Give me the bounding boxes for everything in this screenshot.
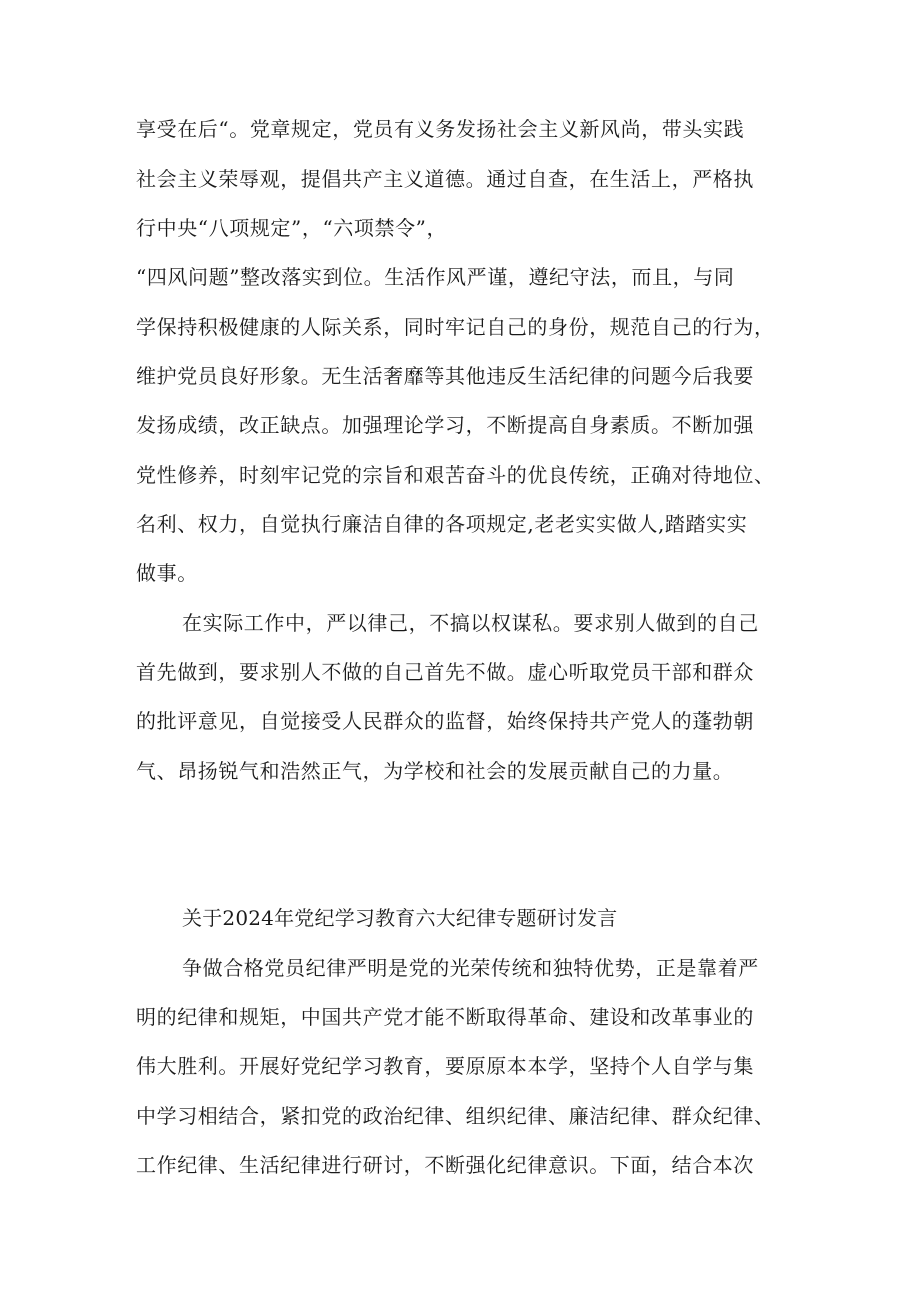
- paragraph-line: 学保持积极健康的人际关系，同时牢记自己的身份，规范自己的行为，: [136, 315, 775, 339]
- paragraph-line: 行中央“八项规定”，“六项禁令”，: [136, 216, 448, 240]
- paragraph-line: 享受在后“。党章规定，党员有义务发扬社会主义新风尚，带头实践: [136, 117, 745, 141]
- section-title: 关于2024年党纪学习教育六大纪律专题研讨发言: [182, 906, 618, 930]
- paragraph-line: 在实际工作中，严以律己，不搞以权谋私。要求别人做到的自己: [182, 611, 759, 635]
- paragraph-line: 工作纪律、生活纪律进行研讨，不断强化纪律意识。下面，结合本次: [136, 1153, 754, 1177]
- paragraph-line: 伟大胜利。开展好党纪学习教育，要原原本本学，坚持个人自学与集: [136, 1054, 754, 1078]
- paragraph-line: 的批评意见，自觉接受人民群众的监督，始终保持共产党人的蓬勃朝: [136, 709, 754, 733]
- paragraph-line: 争做合格党员纪律严明是党的光荣传统和独特优势，正是靠着严: [182, 956, 759, 980]
- paragraph-line: 党性修养，时刻牢记党的宗旨和艰苦奋斗的优良传统，正确对待地位、: [136, 463, 775, 487]
- paragraph-line: 气、昂扬锐气和浩然正气，为学校和社会的发展贡献自己的力量。: [136, 759, 734, 783]
- paragraph-line: 社会主义荣辱观，提倡共产主义道德。通过自查，在生活上，严格执: [136, 167, 754, 191]
- paragraph-line: 做事。: [136, 561, 198, 585]
- paragraph-line: “四风问题”整改落实到位。生活作风严谨，遵纪守法，而且，与同: [136, 265, 735, 289]
- paragraph-line: 首先做到，要求别人不做的自己首先不做。虚心听取党员干部和群众: [136, 660, 754, 684]
- paragraph-line: 明的纪律和规矩，中国共产党才能不断取得革命、建设和改革事业的: [136, 1005, 754, 1029]
- paragraph-line: 维护党员良好形象。无生活奢靡等其他违反生活纪律的问题今后我要: [136, 364, 754, 388]
- paragraph-line: 中学习相结合，紧扣党的政治纪律、组织纪律、廉洁纪律、群众纪律、: [136, 1104, 775, 1128]
- paragraph-line: 发扬成绩，改正缺点。加强理论学习，不断提高自身素质。不断加强: [136, 413, 754, 437]
- paragraph-line: 名利、权力，自觉执行廉洁自律的各项规定,老老实实做人,踏踏实实: [136, 512, 748, 536]
